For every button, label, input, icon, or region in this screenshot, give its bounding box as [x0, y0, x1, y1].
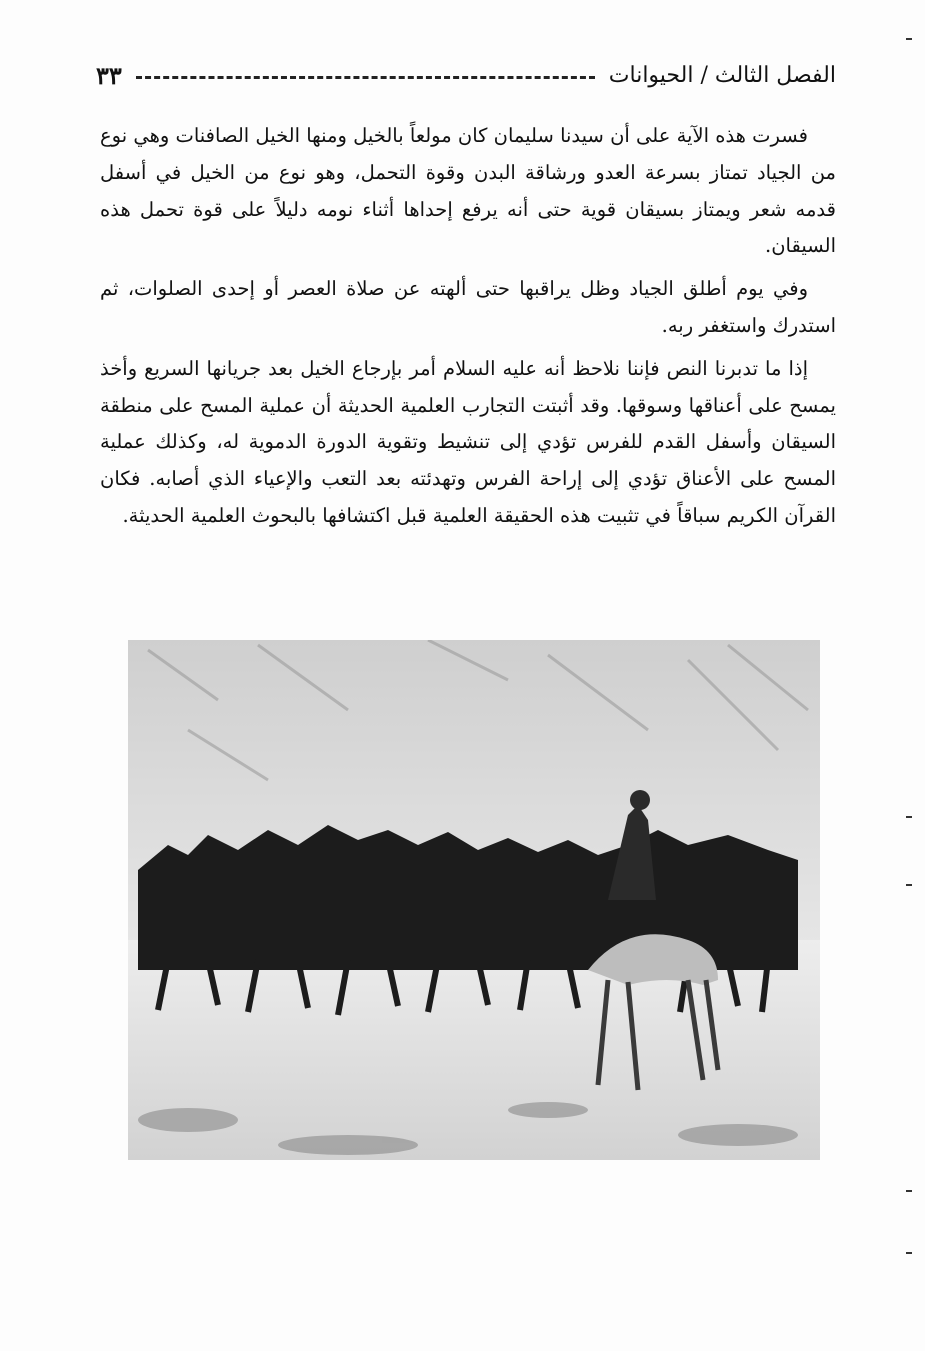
chapter-title: الفصل الثالث / الحيوانات — [608, 62, 836, 88]
horses-running-icon — [128, 640, 820, 1160]
margin-mark — [906, 1190, 912, 1192]
page-number: ٣٣ — [96, 60, 122, 90]
header-dotted-rule — [136, 76, 595, 79]
paragraph-1: فسرت هذه الآية على أن سيدنا سليمان كان مولعاً بالخيل ومنها الخيل الصافنات وهي نوع من الجياد تمتاز بسرعة العدو ورشاقة البدن وقوة التحمل، وهو نوع من الخيل في أسفل قدمه شعر ويمتاز بسيقان قوية حتى أنه يرفع إحداها أثناء نومه دليلاً على قوة تحمل هذه السيقان. — [100, 124, 836, 258]
body-text — [100, 118, 836, 535]
margin-mark — [906, 884, 912, 886]
margin-mark — [906, 1252, 912, 1254]
page-header — [96, 58, 836, 92]
paragraph-2: وفي يوم أطلق الجياد وظل يراقبها حتى ألهته عن صلاة العصر أو إحدى الصلوات، ثم استدرك واستغفر ربه. — [100, 277, 836, 337]
horses-running-photo — [128, 640, 820, 1160]
paragraph-3: إذا ما تدبرنا النص فإننا نلاحظ أنه عليه السلام أمر بإرجاع الخيل بعد جريانها السريع وأخذ يمسح على أعناقها وسوقها. وقد أثبتت التجارب العلمية الحديثة أن عملية المسح على منطقة السيقان وأسفل القدم للفرس تؤدي إلى تنشيط وتقوية الدورة الدموية له، وكذلك عملية المسح على الأعناق تؤدي إلى إراحة الفرس وتهدئته بعد التعب والإعياء الذي أصابه. فكان القرآن الكريم سباقاً في تثبيت هذه الحقيقة العلمية قبل اكتشافها بالبحوث العلمية الحديثة. — [100, 356, 836, 527]
margin-mark — [906, 38, 912, 40]
margin-mark — [906, 816, 912, 818]
